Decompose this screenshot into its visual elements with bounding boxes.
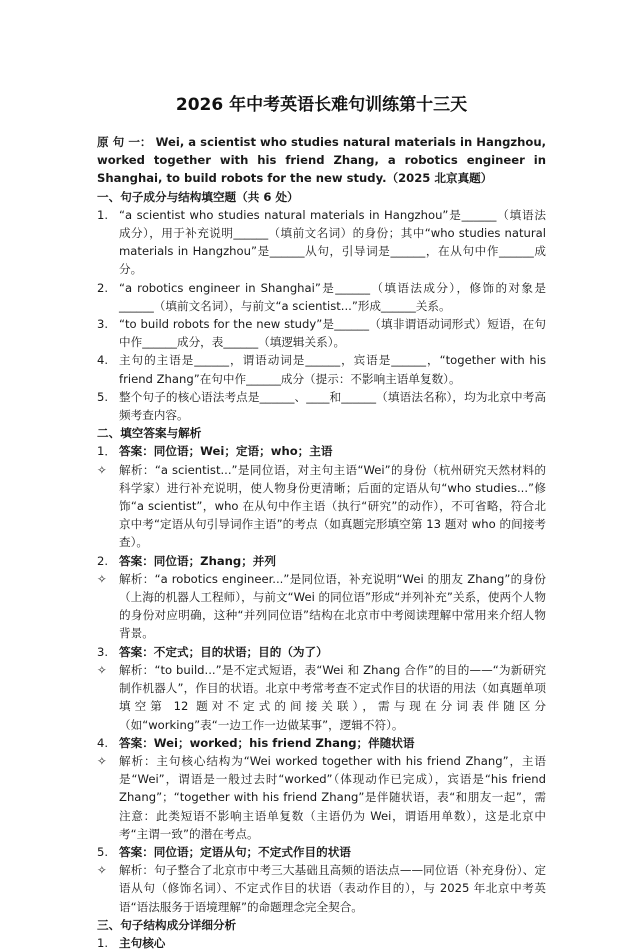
analysis-text: 解析：“a scientist...”是同位语，对主句主语“Wei”的身份（杭州研究天然材料的科学家）进行补充说明，使人物身份更清晰；后面的定语从句“who studies...”修饰“a scientist”，who 在从句中作主语（执行“研究”的动作），不可省略，符合北京中考“定语从句引导词作主语”的考点（如真题完形填空第 13 题对 who 的间接考查）。 (119, 462, 546, 550)
list-item (97, 934, 546, 952)
item-text: 主句的主语是______，谓语动词是______，宾语是______，“together with his friend Zhang”在句中作______成分（提示：不影响主语单复数）。 (119, 353, 546, 386)
answer-item (97, 442, 546, 460)
diamond-icon: ✧ (97, 571, 107, 586)
original-label: 原 句 一： (97, 135, 152, 149)
list-item (97, 388, 546, 424)
analysis-text: 解析：“to build...”是不定式短语，表“Wei 和 Zhang 合作”的目的——“为新研究制作机器人”，作目的状语。北京中考常考查不定式作目的状语的用法（如真题单项填空第 12 题对不定式的间接关联），需与现在分词表伴随区分（如“working”表“一边工作一边做某事”，逻辑不符）。 (119, 662, 546, 732)
answer-item (97, 552, 546, 570)
item-number: 5. (97, 844, 109, 859)
diamond-icon: ✧ (97, 753, 107, 768)
item-text: “a robotics engineer in Shanghai”是______（填语法成分），修饰的对象是______（填前文名词），与前文“a scientist...”形成______关系。 (119, 280, 546, 313)
answer-text: 答案：Wei；worked；his friend Zhang；伴随状语 (119, 735, 415, 750)
answer-text: 答案：不定式；目的状语；目的（为了） (119, 644, 328, 659)
list-item (97, 315, 546, 351)
original-sentence (97, 133, 546, 188)
list-item (97, 206, 546, 279)
analysis-text: 解析：主句核心结构为“Wei worked together with his friend Zhang”，主语是“Wei”，谓语是一般过去时“worked”（体现动作已完成），宾语是“his friend Zhang”；“together with his friend Zhang”是伴随状语，表“和朋友一起”，需注意：此类短语不影响主语单复数（主语仍为 Wei，谓语用单数），这是北京中考“主谓一致”的潜在考点。 (119, 753, 546, 841)
analysis-item (97, 661, 546, 734)
analysis-item (97, 570, 546, 643)
item-number: 5. (97, 389, 109, 404)
item-text: 整个句子的核心语法考点是______、____和______（填语法名称），均为北京中考高频考查内容。 (119, 389, 546, 423)
page-title: 2026 年中考英语长难句训练第十三天 (175, 95, 468, 115)
item-number: 4. (97, 735, 109, 750)
item-number: 2. (97, 280, 109, 295)
item-number: 1． (97, 444, 116, 459)
analysis-item (97, 861, 546, 916)
list-item (97, 351, 546, 387)
answer-item (97, 734, 546, 752)
item-number: 2. (97, 553, 109, 568)
answer-item (97, 843, 546, 861)
item-number: 4. (97, 353, 109, 368)
analysis-text: 解析：“a robotics engineer...”是同位语，补充说明“Wei 的朋友 Zhang”的身份（上海的机器人工程师），与前文“Wei 的同位语”形成“并列补充”关系，使两个人物的身份对应明确，这种“并列同位语”结构在北京市中考阅读理解中常用来介绍人物背景。 (119, 571, 546, 641)
item-number: 1. (97, 207, 109, 222)
diamond-icon: ✧ (97, 462, 107, 477)
answer-text: 答案：同位语；Wei；定语；who；主语 (119, 444, 333, 459)
item-number: 3. (97, 644, 109, 659)
analysis-item (97, 752, 546, 843)
original-text: Wei, a scientist who studies natural materials in Hangzhou, worked together with his friend Zhang, a robotics engineer in Shanghai, to build robots for the new study.（2025 北京真题） (97, 135, 546, 186)
answer-text: 答案：同位语；Zhang；并列 (119, 553, 276, 568)
analysis-item (97, 461, 546, 552)
item-text: “to build robots for the new study”是______（填非谓语动词形式）短语，在句中作______成分，表______（填逻辑关系）。 (119, 317, 546, 350)
diamond-icon: ✧ (97, 863, 107, 878)
section2-heading: 二、填空答案与解析 (97, 426, 202, 441)
section3-heading: 三、句子结构成分详细分析 (97, 917, 237, 932)
list-item (97, 279, 546, 315)
diamond-icon: ✧ (97, 662, 107, 677)
section1-heading: 一、句子成分与结构填空题（共 6 处） (97, 189, 299, 204)
analysis-text: 解析：句子整合了北京市中考三大基础且高频的语法点——同位语（补充身份）、定语从句（修饰名词）、不定式作目的状语（表动作目的），与 2025 年北京中考英语“语法服务于语境理解”的命题理念完全契合。 (119, 863, 546, 914)
answer-item (97, 643, 546, 661)
item-number: 1. (97, 935, 109, 950)
item-number: 3. (97, 317, 109, 332)
item-text: “a scientist who studies natural materials in Hangzhou”是______（填语法成分），用于补充说明______（填前文名词）的身份；其中“who studies natural materials in Hangzhou”是______从句，引导词是______，在从句中作______成分。 (119, 207, 546, 277)
item-text: 主句核心 (119, 935, 166, 950)
answer-text: 答案：同位语；定语从句；不定式作目的状语 (119, 844, 351, 859)
